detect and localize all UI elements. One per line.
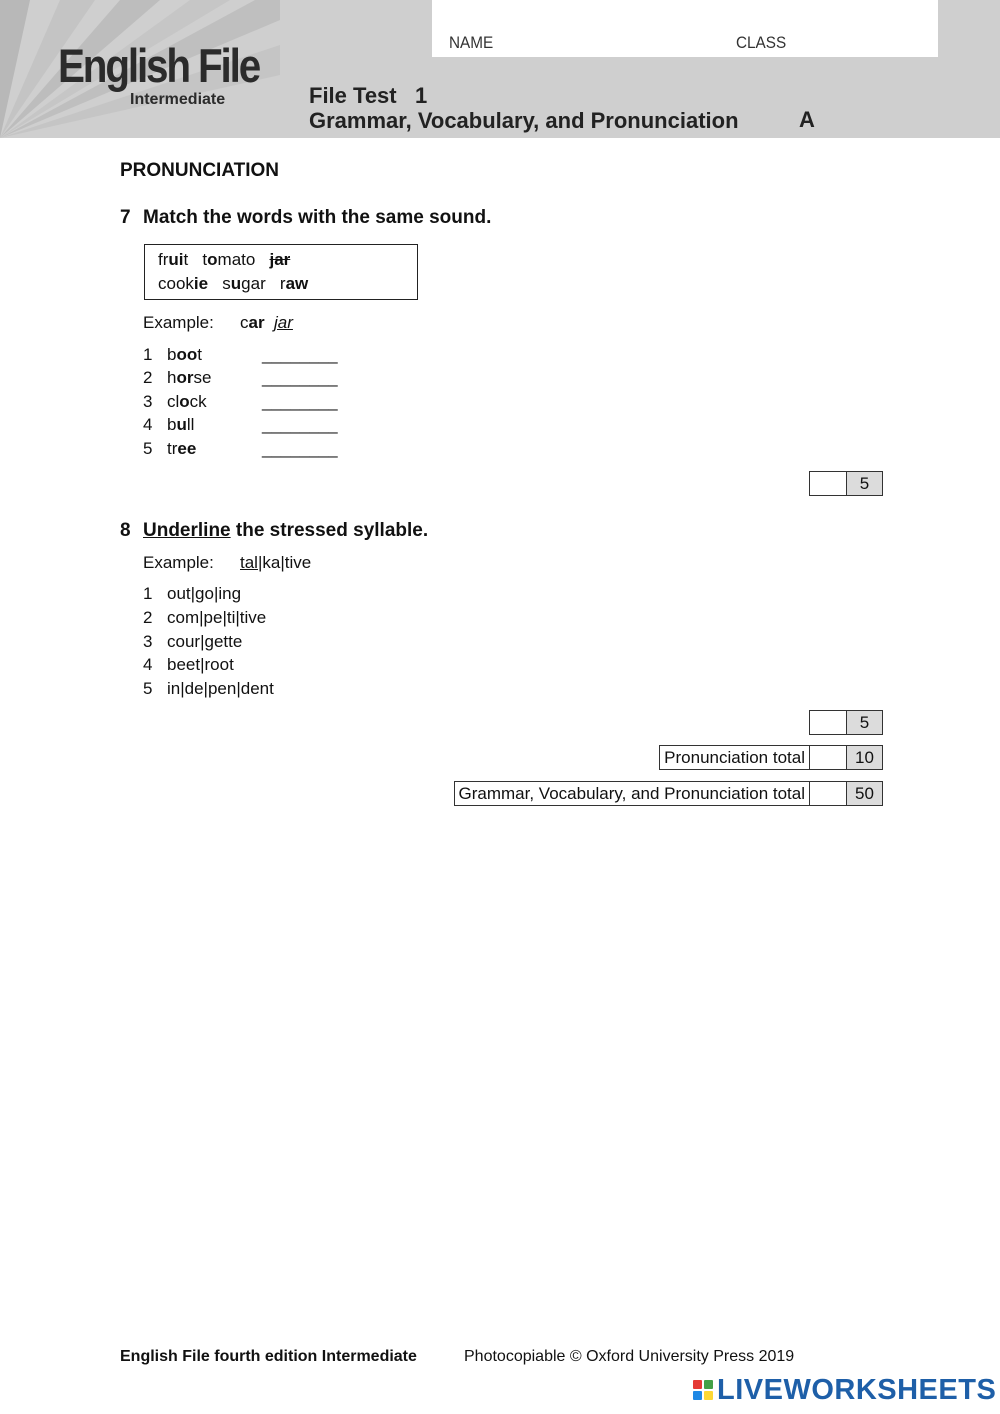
score-input[interactable] [810, 472, 847, 495]
footer-copyright: Photocopiable © Oxford University Press 2019 [464, 1348, 795, 1365]
name-class-field[interactable] [432, 0, 938, 57]
example-word: car jar [240, 313, 293, 332]
liveworksheets-text: LIVEWORKSHEETS [717, 1373, 997, 1406]
pronunciation-total-box [809, 745, 883, 770]
score-input[interactable] [810, 746, 847, 769]
answer-blank[interactable]: ________ [262, 345, 338, 364]
q7-score-box [809, 471, 883, 496]
answer-blank[interactable]: ________ [262, 415, 338, 434]
test-title-line1: File Test 1 [309, 83, 428, 108]
syllable-word[interactable]: in|de|pen|dent [167, 679, 274, 698]
word-box-word: fruit [158, 250, 189, 269]
syllable-word[interactable]: beet|root [167, 655, 234, 674]
question-number: 8 [120, 520, 131, 541]
example-answer: jar [274, 313, 293, 332]
score-max: 50 [847, 782, 882, 805]
word-box-word: cookie [158, 274, 209, 293]
word-box-word: sugar [222, 274, 266, 293]
score-input[interactable] [810, 782, 847, 805]
pronunciation-total-label: Pronunciation total [659, 745, 809, 770]
q8-example [143, 553, 312, 573]
overall-total-label: Grammar, Vocabulary, and Pronunciation total [454, 781, 809, 806]
example-word: tal|ka|tive [240, 553, 312, 572]
header-banner [0, 0, 1000, 138]
question-number: 7 [120, 207, 131, 228]
word-box-line-2 [158, 274, 308, 294]
question-instruction: Match the words with the same sound. [143, 207, 492, 228]
q8-score-box [809, 710, 883, 735]
syllable-word[interactable]: out|go|ing [167, 584, 242, 603]
footer-edition: English File fourth edition Intermediate [120, 1348, 417, 1365]
word-box [144, 244, 418, 300]
word-box-line-1 [158, 250, 290, 270]
word-box-word: raw [279, 274, 309, 293]
question-instruction: Underline the stressed syllable. [143, 520, 429, 541]
answer-blank[interactable]: ________ [262, 439, 338, 458]
score-input[interactable] [810, 711, 847, 734]
syllable-word[interactable]: com|pe|ti|tive [167, 608, 267, 627]
score-max: 10 [847, 746, 882, 769]
section-title: PRONUNCIATION [120, 160, 280, 181]
example-label: Example: [143, 553, 214, 572]
liveworksheets-icon [693, 1380, 713, 1400]
name-label: NAME [449, 33, 494, 52]
logo-title: English File [58, 39, 260, 92]
word-box-word-crossed: jar [269, 250, 291, 269]
score-max: 5 [847, 711, 882, 734]
example-label: Example: [143, 313, 214, 332]
answer-blank[interactable]: ________ [262, 392, 338, 411]
syllable-word[interactable]: cour|gette [167, 632, 243, 651]
word-box-word: tomato [202, 250, 256, 269]
test-version: A [799, 107, 815, 132]
test-title [309, 83, 815, 133]
score-max: 5 [847, 472, 882, 495]
test-title-line2: Grammar, Vocabulary, and Pronunciation [309, 108, 739, 133]
q7-example [143, 313, 293, 333]
class-label: CLASS [736, 33, 787, 52]
overall-total-box [809, 781, 883, 806]
answer-blank[interactable]: ________ [262, 368, 338, 387]
liveworksheets-watermark[interactable] [693, 1374, 996, 1406]
logo-subtitle: Intermediate [130, 91, 226, 108]
